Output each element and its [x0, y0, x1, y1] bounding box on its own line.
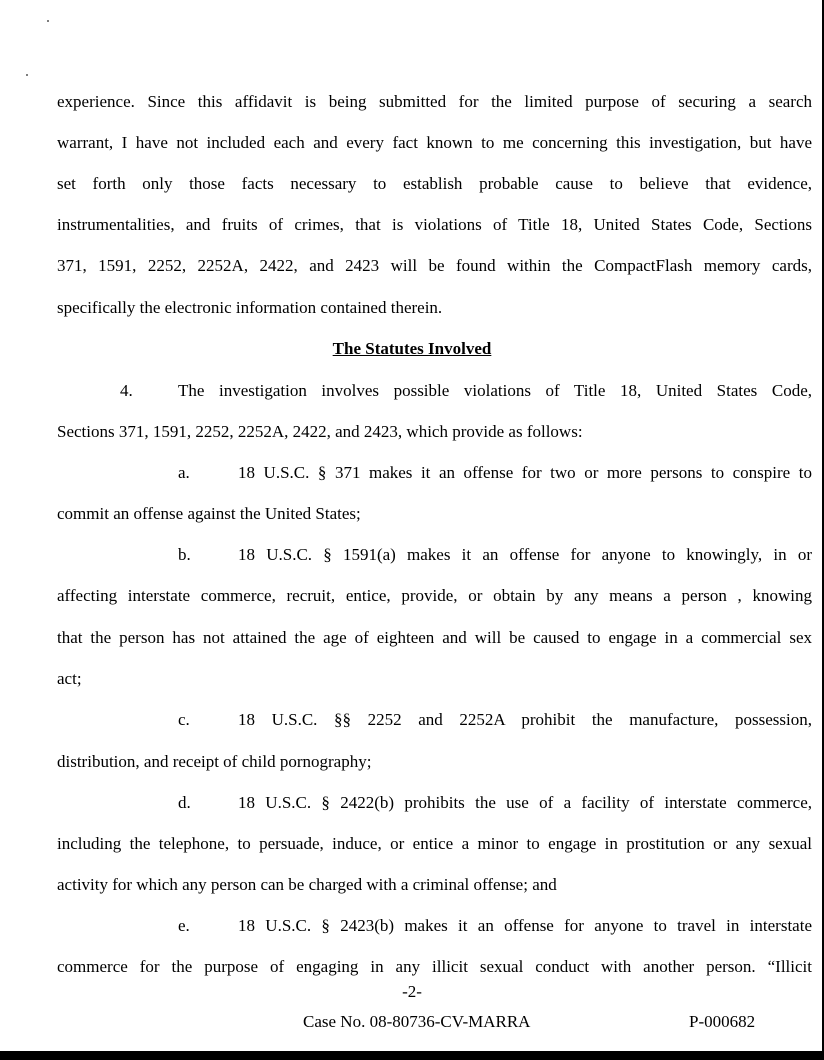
scan-speck — [26, 74, 28, 76]
section-heading: The Statutes Involved — [332, 339, 492, 358]
item-label: c. — [178, 710, 190, 729]
body-line: warrant, I have not included each and every fact known to me concerning this investigation, but have — [57, 133, 812, 152]
item-label: b. — [178, 545, 191, 564]
body-line: specifically the electronic information contained therein. — [57, 298, 443, 317]
item-text: 18 U.S.C. § 2422(b) prohibits the use of a facility of interstate commerce, — [238, 793, 812, 812]
scan-speck — [47, 20, 49, 22]
item-text: 18 U.S.C. § 2423(b) makes it an offense for anyone to travel in interstate — [238, 916, 812, 935]
body-line: set forth only those facts necessary to establish probable cause to believe that evidence, — [57, 174, 812, 193]
item-text: 18 U.S.C. §§ 2252 and 2252A prohibit the manufacture, possession, — [238, 710, 812, 729]
body-line: affecting interstate commerce, recruit, entice, provide, or obtain by any means a person , knowing — [57, 586, 812, 605]
body-line: that the person has not attained the age of eighteen and will be caused to engage in a commercial sex — [57, 628, 812, 647]
body-line: including the telephone, to persuade, induce, or entice a minor to engage in prostitution or any sexual — [57, 834, 812, 853]
body-line: commit an offense against the United States; — [57, 504, 361, 523]
body-line: instrumentalities, and fruits of crimes, that is violations of Title 18, United States Code, Sections — [57, 215, 812, 234]
body-line: 371, 1591, 2252, 2252A, 2422, and 2423 will be found within the CompactFlash memory cards, — [57, 256, 812, 275]
body-line: activity for which any person can be charged with a criminal offense; and — [57, 875, 557, 894]
scan-border-bottom — [0, 1051, 824, 1060]
paragraph-number: 4. — [120, 381, 133, 400]
body-line: experience. Since this affidavit is being submitted for the limited purpose of securing a search — [57, 92, 812, 111]
footer-case-number: Case No. 08-80736-CV-MARRA — [303, 1012, 531, 1031]
footer-bates-number: P-000682 — [689, 1012, 756, 1031]
paragraph-text: The investigation involves possible violations of Title 18, United States Code, — [178, 381, 812, 400]
body-line: act; — [57, 669, 82, 688]
body-line: commerce for the purpose of engaging in any illicit sexual conduct with another person. “Illicit — [57, 957, 812, 976]
item-label: d. — [178, 793, 191, 812]
item-text: 18 U.S.C. § 1591(a) makes it an offense for anyone to knowingly, in or — [238, 545, 812, 564]
body-line: distribution, and receipt of child pornography; — [57, 752, 372, 771]
item-text: 18 U.S.C. § 371 makes it an offense for two or more persons to conspire to — [238, 463, 812, 482]
page-number: -2- — [402, 982, 422, 1001]
item-label: e. — [178, 916, 190, 935]
item-label: a. — [178, 463, 190, 482]
body-line: Sections 371, 1591, 2252, 2252A, 2422, and 2423, which provide as follows: — [57, 422, 583, 441]
